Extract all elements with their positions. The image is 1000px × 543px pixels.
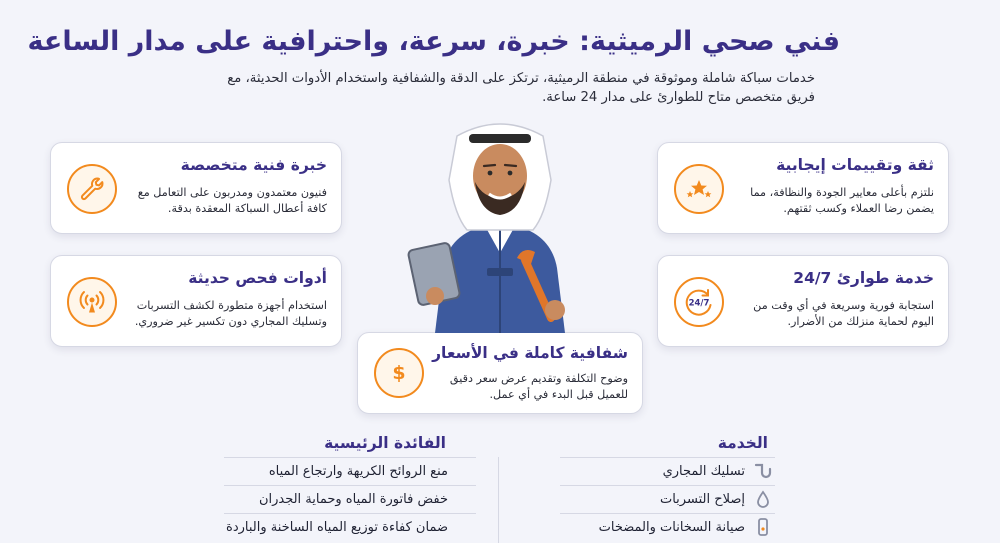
service-cell: صيانة السخانات والمضخات (598, 520, 745, 535)
heater-icon (753, 517, 773, 537)
plumber-illustration (405, 118, 595, 333)
card-emergency-desc: استجابة فورية وسريعة في أي وقت من اليوم لحماية منزلك من الأضرار. (753, 299, 934, 328)
card-pricing (357, 332, 643, 414)
card-expertise (50, 142, 342, 234)
signal-icon (67, 277, 117, 327)
card-emergency (657, 255, 949, 347)
card-tools (50, 255, 342, 347)
card-expertise-desc: فنيون معتمدون ومدربون على التعامل مع كافة أعطال السباكة المعقدة بدقة. (137, 186, 327, 215)
page-subtitle: خدمات سباكة شاملة وموثوقة في منطقة الرميثية، ترتكز على الدقة والشفافية واستخدام الأدوات الحديثة، مع فريق متخصص متاح للطوارئ على مدار 24 ساعة. (227, 71, 815, 105)
table-row (560, 513, 775, 541)
clock-24-icon (674, 277, 724, 327)
card-emergency-title: خدمة طوارئ 24/7 (793, 269, 934, 287)
benefit-column-header: الفائدة الرئيسية (324, 434, 446, 452)
card-tools-desc: استخدام أجهزة متطورة لكشف التسربات وتسليك المجاري دون تكسير غير ضروري. (134, 299, 327, 328)
page-title: فني صحي الرميثية: خبرة، سرعة، واحترافية على مدار الساعة (27, 26, 840, 57)
card-tools-title: أدوات فحص حديثة (188, 269, 327, 287)
card-trust (657, 142, 949, 234)
services-table (0, 425, 1000, 543)
service-column-header: الخدمة (717, 434, 768, 452)
stars-icon (674, 164, 724, 214)
table-row (224, 457, 476, 485)
service-cell: تسليك المجاري (662, 464, 745, 479)
table-row (224, 485, 476, 513)
column-divider (498, 457, 499, 543)
card-trust-title: ثقة وتقييمات إيجابية (776, 156, 934, 174)
pipe-icon (753, 461, 773, 481)
service-cell: إصلاح التسربات (659, 492, 745, 507)
table-row (224, 513, 476, 541)
wrench-icon (67, 164, 117, 214)
table-row (560, 457, 775, 485)
dollar-icon (374, 348, 424, 398)
card-pricing-title: شفافية كاملة في الأسعار (432, 344, 628, 362)
card-pricing-desc: وضوح التكلفة وتقديم عرض سعر دقيق للعميل قبل البدء في أي عمل. (449, 372, 628, 401)
benefit-cell: خفض فاتورة المياه وحماية الجدران (258, 492, 448, 507)
table-row (560, 485, 775, 513)
svg-text:$: $ (392, 362, 406, 384)
card-expertise-title: خبرة فنية متخصصة (180, 156, 327, 174)
emergency-badge-text: 24/7 (688, 298, 710, 309)
card-trust-desc: نلتزم بأعلى معايير الجودة والنظافة، مما يضمن رضا العملاء وكسب ثقتهم. (750, 186, 934, 215)
benefit-cell: ضمان كفاءة توزيع المياه الساخنة والباردة (226, 520, 448, 535)
benefit-cell: منع الروائح الكريهة وارتجاع المياه (268, 464, 448, 479)
droplet-icon (753, 489, 773, 509)
